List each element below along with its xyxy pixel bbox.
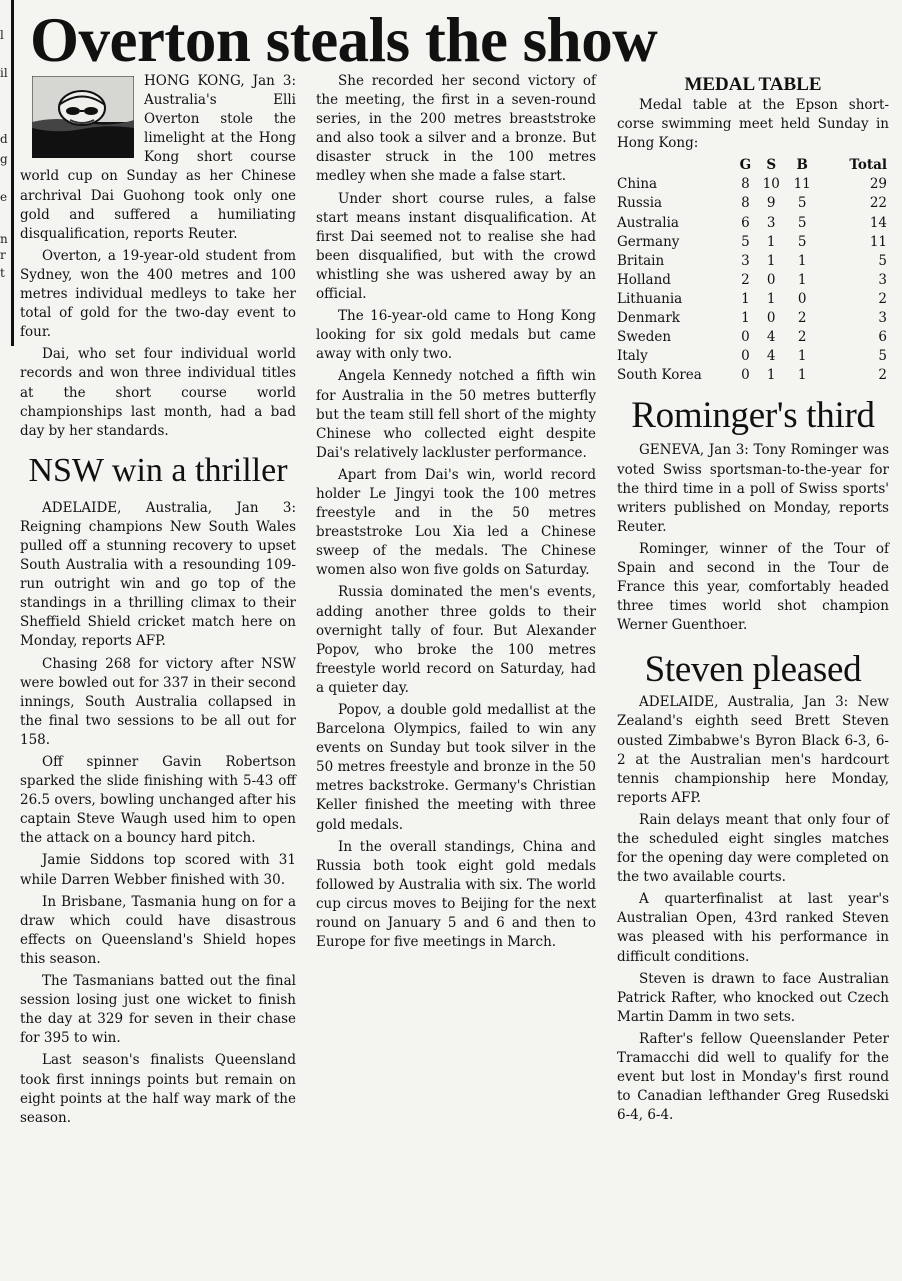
medal-header-country xyxy=(617,156,735,175)
nsw-paragraph: Chasing 268 for victory after NSW were bowled out for 337 in their second innings, South Australia collapsed in the final two sessions to be all out for 158. xyxy=(20,655,296,748)
nsw-paragraph: Jamie Siddons top scored with 31 while Darren Webber finished with 30. xyxy=(20,852,296,888)
edge-fragment: n xyxy=(0,232,8,246)
medal-country: Germany xyxy=(617,233,680,250)
medal-gold: 1 xyxy=(741,290,750,307)
medal-bronze: 2 xyxy=(797,310,807,327)
medal-row xyxy=(617,194,889,213)
medal-row xyxy=(617,328,889,347)
medal-bronze: 5 xyxy=(797,195,807,212)
medal-gold: 5 xyxy=(741,233,750,250)
steven-paragraph: Steven is drawn to face Australian Patrick Rafter, who knocked out Czech Martin Damm in two sets. xyxy=(617,970,889,1025)
medal-gold: 6 xyxy=(741,214,750,231)
medal-row xyxy=(617,271,889,290)
medal-gold: 0 xyxy=(741,348,750,365)
medal-total: 6 xyxy=(878,329,887,346)
overton-paragraph: Russia dominated the men's events, adding another three golds to their overnight tally of four. But Alexander Popov, who broke the 100 metres freestyle world record on Saturday, had a quieter day. xyxy=(316,584,596,696)
overton-paragraph: Dai, who set four individual world records and won three individual titles at the short course world championships last month, had a bad day by her standards. xyxy=(20,346,296,439)
medal-table xyxy=(617,156,889,385)
edge-fragment: r xyxy=(0,248,6,262)
medal-total: 22 xyxy=(869,195,887,212)
column-middle xyxy=(316,72,596,955)
steven-paragraph: ADELAIDE, Australia, Jan 3: New Zealand's eighth seed Brett Steven ousted Zimbabwe's Byron Black 6-3, 6-2 at the Australian men's hardcourt tennis championship here Monday, reports AFP. xyxy=(617,694,889,806)
overton-paragraph: In the overall standings, China and Russia both took eight gold medals followed by Australia with six. The world cup circus moves to Beijing for the next round on January 5 and 6 and then to Europe for five meetings in March. xyxy=(316,838,596,951)
medal-total: 3 xyxy=(878,271,887,288)
rominger-paragraph: GENEVA, Jan 3: Tony Rominger was voted Swiss sportsman-to-the-year for the third time in a poll of Swiss sports' writers published on Monday, reports Reuter. xyxy=(617,442,889,535)
medal-total: 11 xyxy=(869,233,887,250)
medal-bronze: 1 xyxy=(797,367,807,384)
overton-paragraph: Popov, a double gold medallist at the Barcelona Olympics, failed to win any events on Sunday but took silver in the 50 metres freestyle and bronze in the 50 metres backstroke. Germany's Christian Keller finished the meeting with three gold medals. xyxy=(316,702,596,833)
medal-gold: 0 xyxy=(741,367,750,384)
edge-fragment: t xyxy=(0,266,5,280)
medal-silver: 0 xyxy=(766,271,776,288)
medal-row xyxy=(617,347,889,366)
medal-table-title: MEDAL TABLE xyxy=(684,74,822,95)
medal-bronze: 11 xyxy=(793,176,811,193)
medal-country: Russia xyxy=(617,195,663,212)
medal-country: Denmark xyxy=(617,310,680,327)
edge-fragment: g xyxy=(0,152,8,166)
medal-bronze: 0 xyxy=(797,290,807,307)
medal-silver: 0 xyxy=(766,310,776,327)
medal-row xyxy=(617,290,889,309)
medal-silver: 4 xyxy=(766,329,776,346)
medal-total: 14 xyxy=(869,214,887,231)
medal-table-body xyxy=(617,175,889,385)
steven-paragraph: Rafter's fellow Queenslander Peter Tramacchi did well to qualify for the event but lost in Monday's first round to Canadian lefthander Greg Rusedski 6-4, 6-4. xyxy=(617,1030,889,1124)
medal-total: 2 xyxy=(878,367,887,384)
rominger-paragraph: Rominger, winner of the Tour of Spain and second in the Tour de France this year, comfortably headed three times world shot champion Werner Guenthoer. xyxy=(617,540,889,634)
medal-silver: 3 xyxy=(766,214,776,231)
medal-gold: 3 xyxy=(741,252,750,269)
medal-table-header-row xyxy=(617,156,889,175)
medal-silver: 10 xyxy=(762,176,780,193)
medal-gold: 8 xyxy=(741,195,750,212)
nsw-paragraph: Off spinner Gavin Robertson sparked the slide finishing with 5-43 off 26.5 overs, bowling unchanged after his captain Steve Waugh used him to open the attack on a bouncy hard pitch. xyxy=(20,754,296,847)
edge-fragment: e xyxy=(0,190,8,204)
nsw-paragraph: In Brisbane, Tasmania hung on for a draw which could have disastrous effects on Queensland's Shield hopes this season. xyxy=(20,893,296,967)
medal-bronze: 5 xyxy=(797,214,807,231)
medal-silver: 1 xyxy=(766,233,776,250)
steven-paragraph: A quarterfinalist at last year's Australian Open, 43rd ranked Steven was pleased with his performance in difficult conditions. xyxy=(617,891,889,965)
medal-country: Lithuania xyxy=(617,290,683,307)
medal-silver: 9 xyxy=(766,195,776,212)
column-right xyxy=(617,72,889,1128)
medal-silver: 4 xyxy=(766,348,776,365)
medal-total: 29 xyxy=(869,176,887,193)
medal-gold: 1 xyxy=(741,310,750,327)
swimmer-photo xyxy=(32,76,134,158)
medal-total: 2 xyxy=(878,290,887,307)
steven-paragraph: Rain delays meant that only four of the scheduled eight singles matches for the opening day were completed on the two available courts. xyxy=(617,811,889,886)
overton-paragraph: Apart from Dai's win, world record holder Le Jingyi took the 100 metres freestyle and in the 50 metres breaststroke Lou Xia led a Chinese sweep of the medals. The Chinese women also won five golds on Saturday. xyxy=(316,466,596,579)
nsw-paragraph: Last season's finalists Queensland took first innings points but remain on eight points at the half way mark of the season. xyxy=(20,1052,296,1126)
overton-paragraph: Under short course rules, a false start means instant disqualification. At first Dai seemed not to realise she had been disqualified, but with the crowd whistling she was ushered away by an official. xyxy=(316,190,596,303)
edge-fragment: d xyxy=(0,132,8,146)
medal-silver: 1 xyxy=(766,252,776,269)
medal-total: 5 xyxy=(878,348,887,365)
medal-row xyxy=(617,309,889,328)
medal-table-intro: Medal table at the Epson short-corse swimming meet held Sunday in Hong Kong: xyxy=(617,97,889,152)
medal-silver: 1 xyxy=(766,290,776,307)
medal-country: Australia xyxy=(617,214,679,231)
nsw-paragraph: The Tasmanians batted out the final session losing just one wicket to finish the day at 329 for seven in their chase for 395 to win. xyxy=(20,973,296,1047)
edge-fragment: l xyxy=(0,28,4,42)
medal-row xyxy=(617,175,889,194)
medal-total: 5 xyxy=(878,252,887,269)
medal-country: Britain xyxy=(617,252,665,269)
steven-headline: Steven pleased xyxy=(644,649,862,691)
medal-gold: 8 xyxy=(741,176,750,193)
medal-row xyxy=(617,252,889,271)
medal-country: South Korea xyxy=(617,367,702,384)
column-rule xyxy=(11,0,14,346)
overton-paragraph: The 16-year-old came to Hong Kong looking for six gold medals but came away with only two. xyxy=(316,308,596,363)
medal-gold: 0 xyxy=(741,329,750,346)
medal-header-bronze: B xyxy=(796,157,808,174)
medal-header-silver: S xyxy=(766,157,777,174)
medal-row xyxy=(617,233,889,252)
medal-header-gold: G xyxy=(739,157,752,174)
edge-fragment: il xyxy=(0,66,8,80)
medal-header-total: Total xyxy=(849,157,887,174)
medal-country: Holland xyxy=(617,271,671,288)
nsw-paragraph: ADELAIDE, Australia, Jan 3: Reigning champions New South Wales pulled off a stunning recovery to upset South Australia with a resounding 109- run outright win and go top of the standings in a thrilling climax to their Sheffield Shield cricket match here on Monday, reports AFP. xyxy=(20,499,296,650)
overton-paragraph: Overton, a 19-year-old student from Sydney, won the 400 metres and 100 metres individual medleys to take her total of gold for the two-day event to four. xyxy=(20,247,296,341)
medal-bronze: 1 xyxy=(797,252,807,269)
medal-row xyxy=(617,366,889,385)
column-left xyxy=(20,72,296,1131)
nsw-headline: NSW win a thriller xyxy=(28,451,288,489)
medal-bronze: 2 xyxy=(797,329,807,346)
medal-bronze: 1 xyxy=(797,348,807,365)
rominger-headline: Rominger's third xyxy=(631,395,875,437)
medal-country: China xyxy=(617,176,658,193)
medal-silver: 1 xyxy=(766,367,776,384)
overton-paragraph: She recorded her second victory of the meeting, the first in a seven-round series, in the 200 metres breaststroke and also took a silver and a bronze. But disaster struck in the 100 metres medley when she made a false start. xyxy=(316,73,596,185)
medal-bronze: 5 xyxy=(797,233,807,250)
medal-total: 3 xyxy=(878,310,887,327)
medal-bronze: 1 xyxy=(797,271,807,288)
medal-country: Sweden xyxy=(617,329,672,346)
medal-row xyxy=(617,214,889,233)
medal-country: Italy xyxy=(617,348,648,365)
overton-paragraph: HONG KONG, Jan 3: Australia's Elli Overton stole the limelight at the Hong Kong short course world cup on Sunday as her Chinese archrival Dai Guohong took only one gold and suffered a humiliating disqualification, reports Reuter. xyxy=(20,73,296,242)
overton-paragraph: Angela Kennedy notched a fifth win for Australia in the 50 metres butterfly but the team still fell short of the mighty Chinese who collected eight despite Dai's relatively lackluster performance. xyxy=(316,368,596,461)
medal-gold: 2 xyxy=(741,271,750,288)
main-headline: Overton steals the show xyxy=(30,5,658,75)
